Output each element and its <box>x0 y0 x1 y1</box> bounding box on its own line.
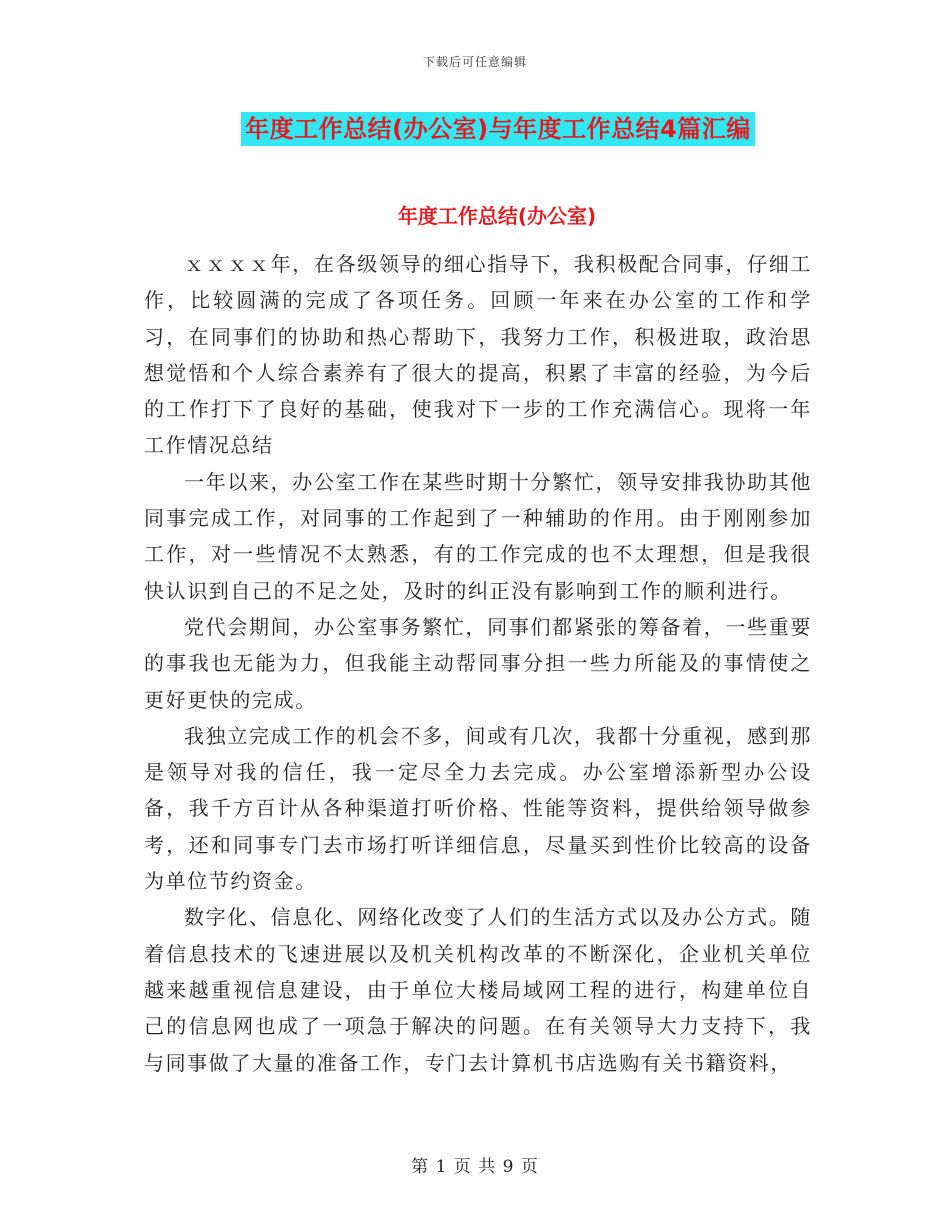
paragraph-1: ｘｘｘｘ年，在各级领导的细心指导下，我积极配合同事，仔细工作，比较圆满的完成了各项任务。回顾一年来在办公室的工作和学习，在同事们的协助和热心帮助下，我努力工作，积极进取，政治思想觉悟和个人综合素养有了很大的提高，积累了丰富的经验，为今后的工作打下了良好的基础，使我对下一步的工作充满信心。现将一年工作情况总结 <box>144 252 812 458</box>
document-title: 年度工作总结(办公室)与年度工作总结4篇汇编 <box>241 112 755 146</box>
paragraph-2: 一年以来，办公室工作在某些时期十分繁忙，领导安排我协助其他同事完成工作，对同事的工作起到了一种辅助的作用。由于刚刚参加工作，对一些情况不太熟悉，有的工作完成的也不太理想，但是我很快认识到自己的不足之处，及时的纠正没有影响到工作的顺利进行。 <box>144 469 812 603</box>
paragraph-3: 党代会期间，办公室事务繁忙，同事们都紧张的筹备着，一些重要的事我也无能为力，但我能主动帮同事分担一些力所能及的事情使之更好更快的完成。 <box>144 614 812 712</box>
paragraph-5: 数字化、信息化、网络化改变了人们的生活方式以及办公方式。随着信息技术的飞速进展以及机关机构改革的不断深化，企业机关单位越来越重视信息建设，由于单位大楼局域网工程的进行，构建单位自己的信息网也成了一项急于解决的问题。在有关领导大力支持下，我与同事做了大量的准备工作，专门去计算机书店选购有关书籍资料， <box>144 905 812 1075</box>
document-body <box>144 246 812 1081</box>
header-note: 下载后可任意编辑 <box>422 55 527 69</box>
main-title-container <box>0 112 950 146</box>
paragraph-4: 我独立完成工作的机会不多，间或有几次，我都十分重视，感到那是领导对我的信任，我一定尽全力去完成。办公室增添新型办公设备，我千方百计从各种渠道打听价格、性能等资料，提供给领导做参考，还和同事专门去市场打听详细信息，尽量买到性价比较高的设备为单位节约资金。 <box>144 723 812 894</box>
section-title: 年度工作总结(办公室) <box>397 204 597 228</box>
page-indicator: 第 1 页 共 9 页 <box>411 1157 539 1177</box>
